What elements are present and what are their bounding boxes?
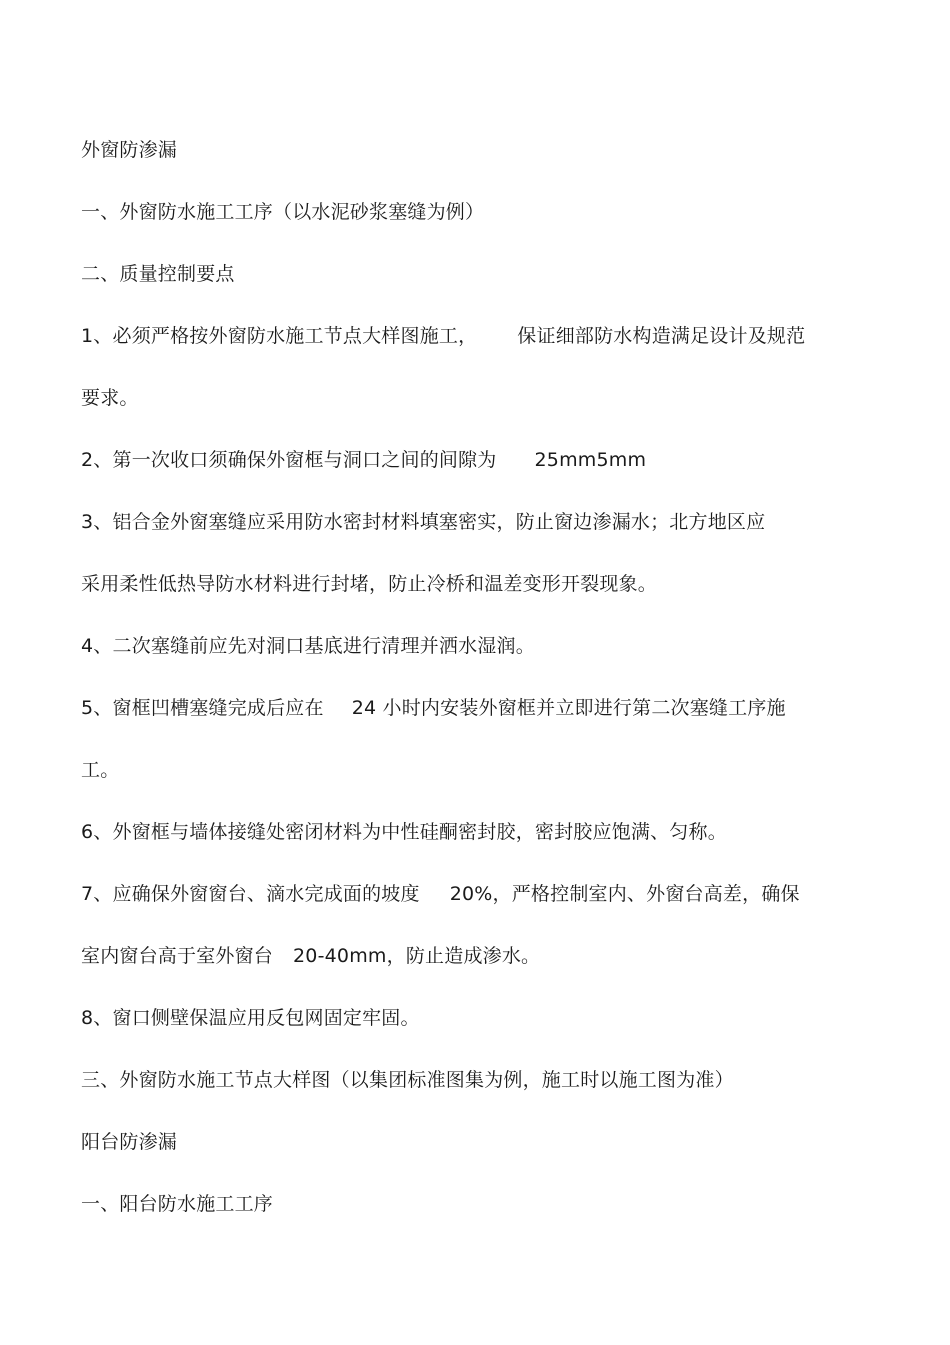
item-7-part-b: 20%，严格控制室内、外窗台高差，确保 bbox=[449, 883, 800, 905]
item-7-line-2 bbox=[81, 944, 540, 968]
item-3-line-2: 采用柔性低热导防水材料进行封堵，防止冷桥和温差变形开裂现象。 bbox=[81, 573, 658, 595]
item-2 bbox=[81, 448, 646, 472]
item-4: 4、二次塞缝前应先对洞口基底进行清理并洒水湿润。 bbox=[81, 635, 535, 657]
item-2-part-a: 2、第一次收口须确保外窗框与洞口之间的间隙为 bbox=[81, 449, 497, 471]
item-1-part-b: 保证细部防水构造满足设计及规范 bbox=[517, 325, 806, 347]
section-window-node-drawing: 三、外窗防水施工节点大样图（以集团标准图集为例，施工时以施工图为准） bbox=[81, 1069, 734, 1091]
item-6: 6、外窗框与墙体接缝处密闭材料为中性硅酮密封胶，密封胶应饱满、匀称。 bbox=[81, 821, 727, 843]
section-window-procedure: 一、外窗防水施工工序（以水泥砂浆塞缝为例） bbox=[81, 201, 485, 223]
section-balcony-procedure: 一、阳台防水施工工序 bbox=[81, 1193, 274, 1215]
item-5-line-1 bbox=[81, 696, 786, 720]
item-1-line-2: 要求。 bbox=[81, 387, 139, 409]
heading-window-leakage: 外窗防渗漏 bbox=[81, 139, 178, 161]
item-5-part-a: 5、窗框凹槽塞缝完成后应在 bbox=[81, 697, 324, 719]
item-7-part-d: 20-40mm，防止造成渗水。 bbox=[293, 945, 541, 967]
section-quality-control: 二、质量控制要点 bbox=[81, 263, 235, 285]
item-5-line-2: 工。 bbox=[81, 759, 120, 781]
item-1-part-a: 1、必须严格按外窗防水施工节点大样图施工， bbox=[81, 325, 478, 347]
item-2-gap-value: 25mm5mm bbox=[534, 449, 647, 471]
item-7-part-c: 室内窗台高于室外窗台 bbox=[81, 945, 274, 967]
item-1-line-1 bbox=[81, 324, 805, 348]
item-7-part-a: 7、应确保外窗窗台、滴水完成面的坡度 bbox=[81, 883, 420, 905]
item-5-part-b: 24 小时内安装外窗框并立即进行第二次塞缝工序施 bbox=[351, 697, 786, 719]
item-3-line-1: 3、铝合金外窗塞缝应采用防水密封材料填塞密实，防止窗边渗漏水；北方地区应 bbox=[81, 511, 766, 533]
item-7-line-1 bbox=[81, 882, 800, 906]
heading-balcony-leakage: 阳台防渗漏 bbox=[81, 1131, 178, 1153]
item-8: 8、窗口侧壁保温应用反包网固定牢固。 bbox=[81, 1007, 420, 1029]
